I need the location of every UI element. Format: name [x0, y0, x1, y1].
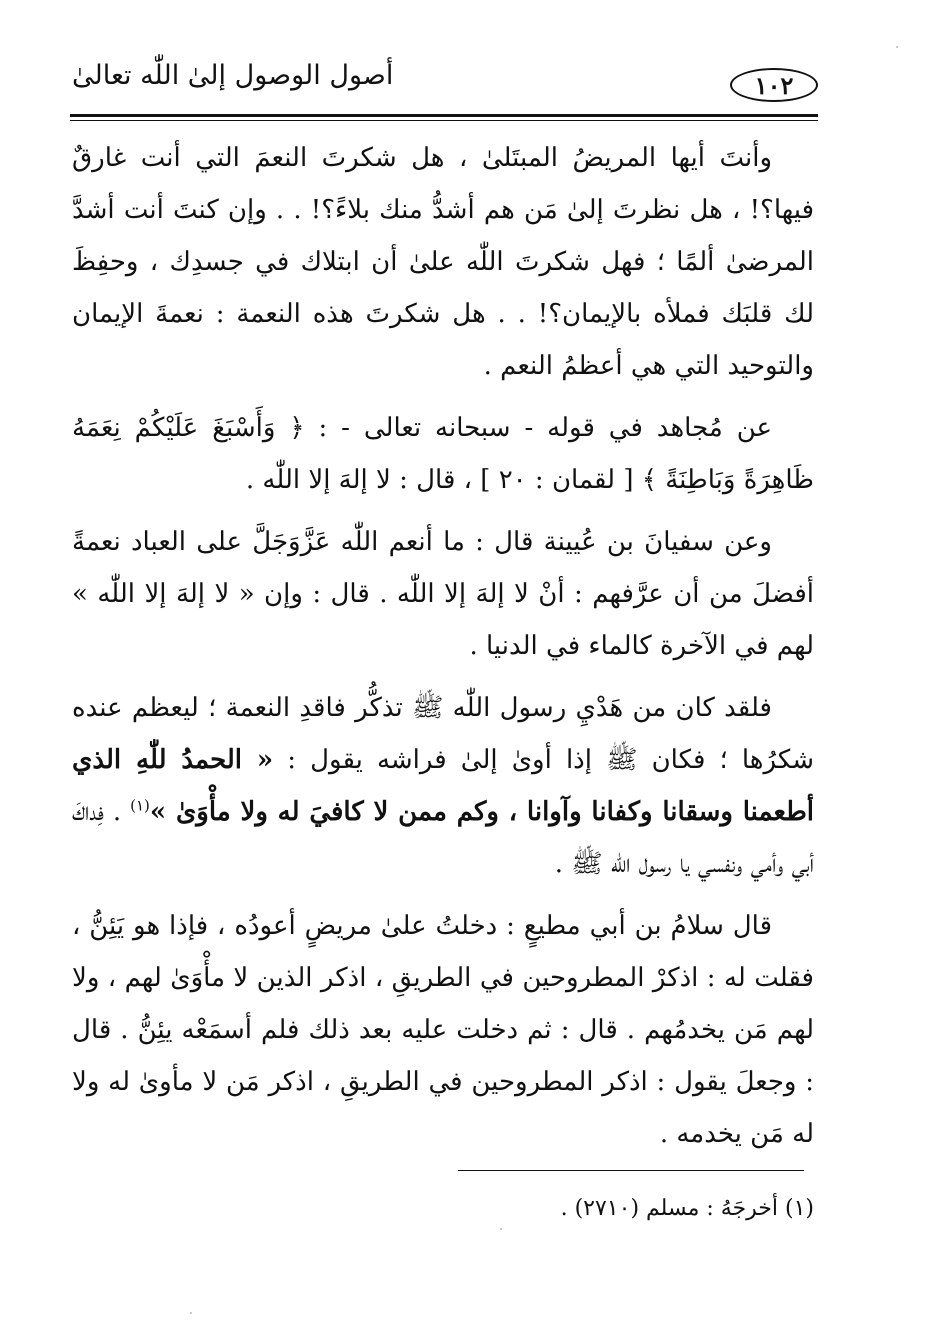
hadith-quote: « الحمدُ للّٰهِ الذي أطعمنا وسقانا وكفانا وآوانا ، وكم ممن لا كافيَ له ولا مأْوَىٰ »: [72, 745, 815, 827]
paragraph-1: وأنتَ أيها المريضُ المبتَلىٰ ، هل شكرتَ النعمَ التي أنت غارقٌ فيها؟! ، هل نظرتَ إلىٰ مَن هم أشدُّ منك بلاءً؟! . . وإن كنتَ أنت أشدَّ المرضىٰ ألمًا ؛ فهل شكرتَ اللّٰه علىٰ أن ابتلاك في جسدِك ، وحفِظَ لك قلبَك فملأه بالإيمان؟! . . هل شكرتَ هذه النعمة : نعمةَ الإيمان والتوحيد التي هي أعظمُ النعم .: [72, 143, 814, 381]
scan-speck: [896, 46, 898, 48]
paragraph-5: قال سلامُ بن أبي مطيعٍ : دخلتُ علىٰ مريضٍ أعودُه ، فإذا هو يَئِنُّ ، فقلت له : اذكرْ المطروحين في الطريقِ ، اذكر الذين لا مأْوَىٰ لهم ، ولا لهم مَن يخدمُهم . قال : ثم دخلت عليه بعد ذلك فلم أسمَعْه يئِنُّ . قال : وجعلَ يقول : اذكر المطروحين في الطريقِ ، اذكر مَن لا مأوىٰ له ولا له مَن يخدمه .: [72, 911, 814, 1149]
paragraph-4-tail: . فِداكَ أبي وأمي ونفسي يا رسول اللّٰه ﷺ .: [72, 797, 814, 879]
header-rule-thin: [70, 120, 818, 121]
page-header: [70, 50, 818, 110]
footnote-ref: (١): [130, 796, 150, 815]
body-text: [72, 132, 814, 1160]
paragraph-3: وعن سفيانَ بن عُيينة قال : ما أنعم اللّٰه عَزَّوَجَلَّ على العباد نعمةً أفضلَ من أن عرَّفهم : أنْ لا إلهَ إلا اللّٰه . قال : وإن « لا إلهَ إلا اللّٰه » لهم في الآخرة كالماء في الدنيا .: [72, 527, 814, 661]
footnote: (١) أخرجَهُ : مسلم (٢٧١٠) .: [560, 1196, 814, 1221]
paragraph-4: [72, 682, 814, 890]
paragraph-2: عن مُجاهد في قوله - سبحانه تعالى - : ﴿ وَأَسْبَغَ عَلَيْكُمْ نِعَمَهُ ظَاهِرَةً وَبَاطِنَةً ﴾ [ لقمان : ٢٠ ] ، قال : لا إلهَ إلا اللّٰه .: [72, 413, 814, 495]
scan-speck: [190, 1312, 192, 1314]
scan-speck: [500, 1228, 502, 1230]
paragraph-4-text: فلقد كان من هَدْيِ رسول اللّٰه ﷺ تذكُّر فاقدِ النعمة ؛ ليعظم عنده شكرُها ؛ فكان ﷺ إذا أوىٰ إلىٰ فراشه يقول :: [72, 693, 814, 775]
running-title: أصول الوصول إلىٰ اللّٰه تعالىٰ: [72, 60, 394, 91]
header-rule-thick: [70, 114, 818, 117]
page-number: ١٠٢: [730, 68, 818, 102]
footnote-rule: [458, 1170, 804, 1171]
